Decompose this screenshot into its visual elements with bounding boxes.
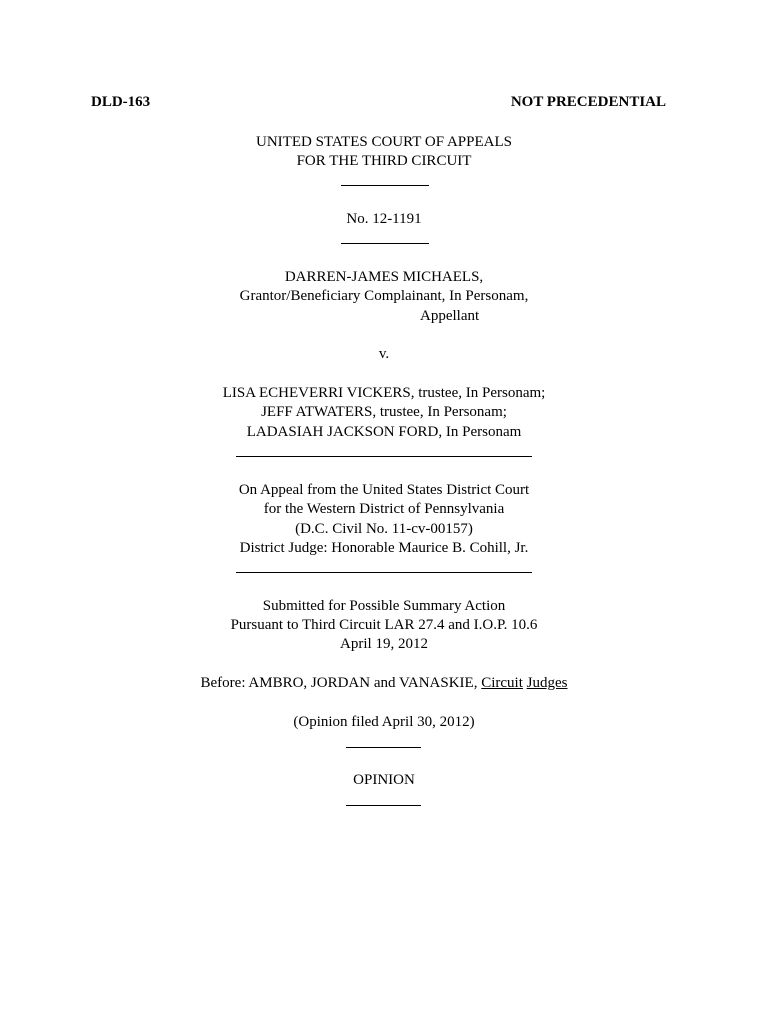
submission-date: April 19, 2012 (340, 636, 428, 652)
appeal-line2: for the Western District of Pennsylvania (263, 501, 505, 517)
appeal-line1: On Appeal from the United States District Court (238, 482, 530, 498)
separator-rule (236, 456, 532, 457)
precedential-status: NOT PRECEDENTIAL (510, 94, 666, 110)
panel-circuit: Circuit (481, 675, 523, 691)
case-number: No. 12-1191 (346, 211, 422, 227)
panel-judges: Judges (526, 675, 568, 691)
opinion-filed: (Opinion filed April 30, 2012) (293, 714, 475, 730)
panel-line (0, 674, 768, 692)
court-name-line2: FOR THE THIRD CIRCUIT (296, 153, 472, 169)
court-name-line1: UNITED STATES COURT OF APPEALS (256, 134, 512, 150)
appellee-2: JEFF ATWATERS, trustee, In Personam; (261, 404, 507, 420)
separator-rule (341, 185, 429, 186)
appellant-designation: Appellant (420, 308, 480, 324)
appellee-3: LADASIAH JACKSON FORD, In Personam (246, 424, 522, 440)
appeal-line3: (D.C. Civil No. 11-cv-00157) (295, 521, 473, 537)
appellant-role: Grantor/Beneficiary Complainant, In Personam, (239, 288, 529, 304)
appeal-district-judge: District Judge: Honorable Maurice B. Cohill, Jr. (239, 540, 529, 556)
panel-prefix: Before: AMBRO, JORDAN and VANASKIE, (200, 675, 482, 691)
opinion-heading: OPINION (353, 772, 415, 788)
separator-rule (346, 805, 421, 806)
appellant-name: DARREN-JAMES MICHAELS, (284, 269, 484, 285)
versus: v. (378, 346, 390, 362)
separator-rule (346, 747, 421, 748)
separator-rule (341, 243, 429, 244)
separator-rule (236, 572, 532, 573)
docket-code: DLD-163 (91, 94, 151, 110)
submission-line1: Submitted for Possible Summary Action (262, 598, 506, 614)
appellee-1: LISA ECHEVERRI VICKERS, trustee, In Personam; (222, 385, 546, 401)
submission-line2: Pursuant to Third Circuit LAR 27.4 and I.O.P. 10.6 (230, 617, 538, 633)
